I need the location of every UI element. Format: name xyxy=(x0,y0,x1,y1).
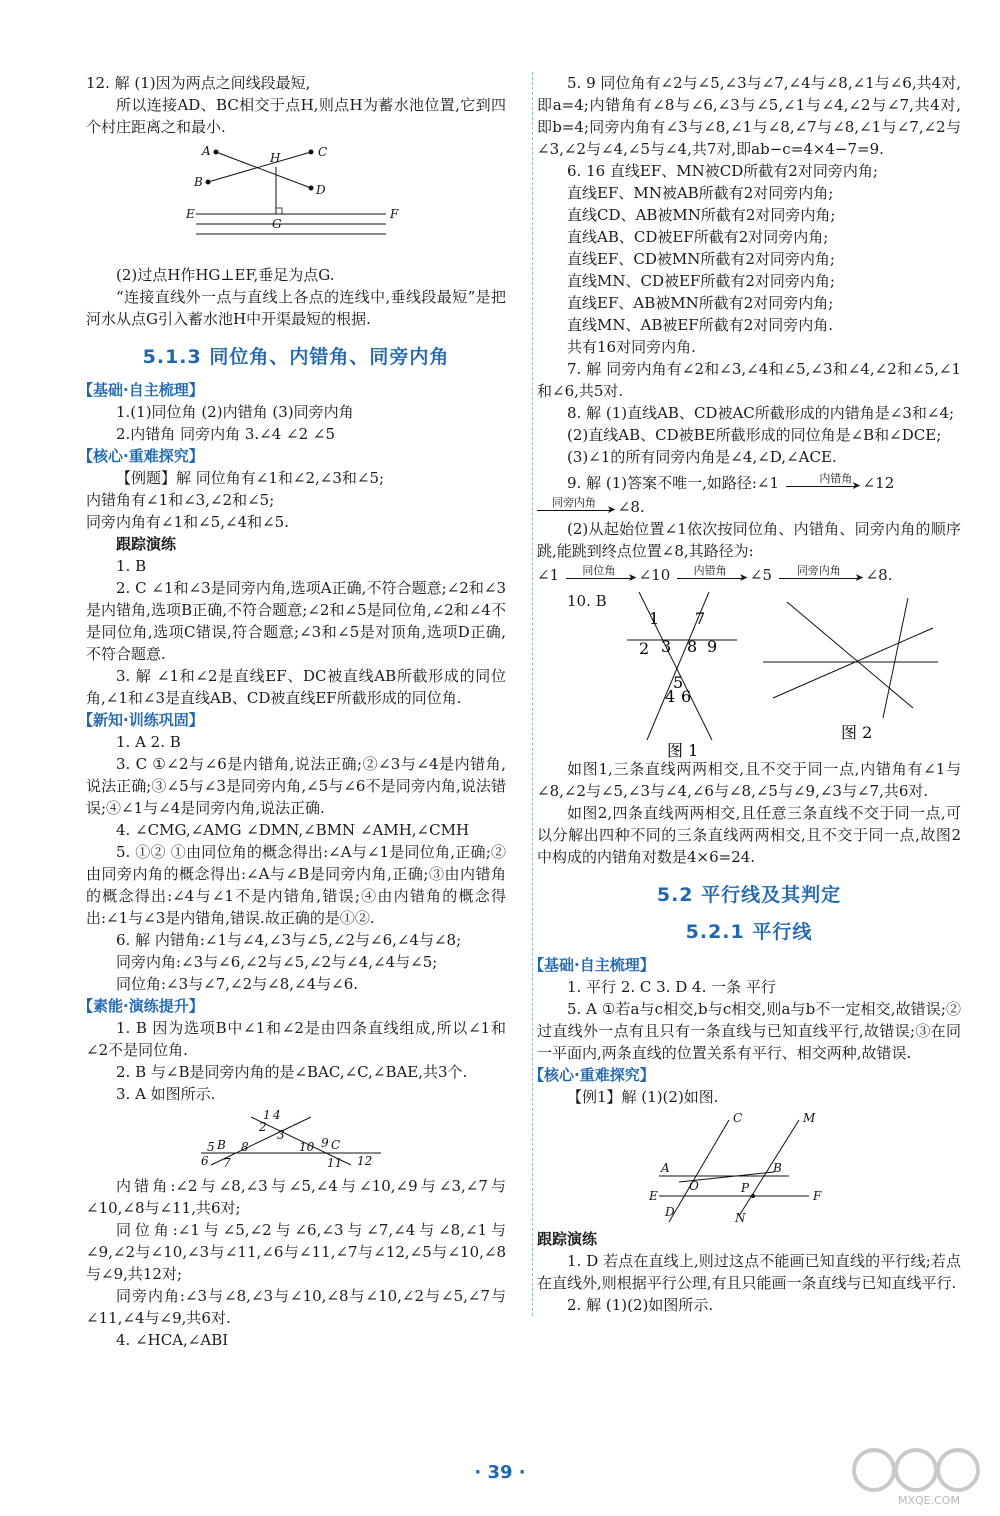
r-9d-a2: ∠10 xyxy=(638,566,671,584)
r-5: 5. 9 同位角有∠2与∠5,∠3与∠7,∠4与∠8,∠1与∠6,共4对,即a=4;内错角有∠8与∠6,∠3与∠5,∠1与∠4,∠2与∠7,共4对,即b=4;同旁内角有∠3与∠8,∠1与∠8,∠7与∠8,∠1与∠7,∠2与∠3,∠2与∠4,∠5与∠4,共7对,即ab−c=4×4−7=9. xyxy=(537,74,961,158)
example-2: 内错角有∠1和∠3,∠2和∠5; xyxy=(86,491,275,509)
page-number: · 39 · xyxy=(474,1462,526,1483)
angle-label-C: C xyxy=(331,1138,341,1152)
arrow-right-icon: ➤ xyxy=(606,503,616,516)
par-label-A: A xyxy=(661,1161,670,1175)
label-E: E xyxy=(186,207,195,221)
tri-label-8: 8 xyxy=(687,637,698,656)
angle-label-9: 9 xyxy=(321,1136,329,1150)
label-D: D xyxy=(316,183,326,197)
r-6-3: 直线AB、CD被EF所截有2对同旁内角; xyxy=(567,228,829,246)
r-9b-arrow xyxy=(537,496,616,516)
r-10: 10. B xyxy=(567,592,607,610)
tri-label-3: 3 xyxy=(661,637,672,656)
tag-basic: 【基础·自主梳理】 xyxy=(78,381,204,399)
q12-line2: 所以连接AD、BC相交于点H,则点H为蓄水池位置,它到四个村庄距离之和最小. xyxy=(86,96,506,136)
rb-5: 5. A ①若a与c相交,b与c相交,则a与b不一定相交,故错误;②过直线外一点有且只有一条直线与已知直线平行,故错误;③在同一平面内,两条直线的位置关系有平行、相交两种,故错误. xyxy=(537,1000,961,1062)
tag-core-2: 【核心·重难探究】 xyxy=(529,1066,655,1084)
skill-3b: 同位角:∠1与∠5,∠2与∠6,∠3与∠7,∠4与∠8,∠1与∠9,∠2与∠10,∠3与∠11,∠6与∠11,∠7与∠12,∠5与∠10,∠8与∠9,共12对; xyxy=(86,1221,506,1283)
tri-label-4: 4 xyxy=(665,687,676,706)
angle-label-2: 2 xyxy=(259,1120,267,1134)
par-label-E: E xyxy=(649,1189,658,1203)
angle-label-B: B xyxy=(217,1138,226,1152)
arrow-right-icon: ➤ xyxy=(854,571,864,584)
skill-4: 4. ∠HCA,∠ABI xyxy=(116,1331,229,1349)
r-6-8: 共有16对同旁内角. xyxy=(567,338,696,356)
r-9d-a1: ∠1 xyxy=(537,566,560,584)
r-9d-arrow3 xyxy=(779,564,864,584)
angle-label-11: 11 xyxy=(327,1156,343,1170)
arrow-right-icon: ➤ xyxy=(851,479,861,492)
section-title-513: 5.1.3 同位角、内错角、同旁内角 xyxy=(142,346,450,368)
new-6c: 同位角:∠3与∠7,∠2与∠8,∠4与∠6. xyxy=(116,975,359,993)
section-title-521: 5.2.1 平行线 xyxy=(685,921,813,943)
left-column xyxy=(78,72,506,1351)
r-6-0: 6. 16 直线EF、MN被CD所截有2对同旁内角; xyxy=(567,162,878,180)
r-6-6: 直线EF、AB被MN所截有2对同旁内角; xyxy=(567,294,834,312)
four-lines-figure xyxy=(763,598,943,748)
r-9b-post: ∠8. xyxy=(617,498,645,516)
tri-label-2: 2 xyxy=(639,639,650,658)
q12-line3: (2)过点H作HG⊥EF,垂足为点G. xyxy=(116,266,335,284)
r-6-4: 直线EF、CD被MN所截有2对同旁内角; xyxy=(567,250,835,268)
new-6a: 6. 解 内错角:∠1与∠4,∠3与∠5,∠2与∠6,∠4与∠8; xyxy=(116,931,462,949)
tri-caption: 图 1 xyxy=(667,741,699,758)
basic-1: 1.(1)同位角 (2)内错角 (3)同旁内角 xyxy=(116,403,354,421)
r-9a-arrow-label: 内错角 xyxy=(819,472,853,485)
r-9d-arrow2 xyxy=(677,564,749,584)
skill-1: 1. B 因为选项B中∠1和∠2是由四条直线组成,所以∠1和∠2不是同位角. xyxy=(86,1019,506,1059)
r-9d-l3: 同旁内角 xyxy=(796,564,841,577)
r-6-2: 直线CD、AB被MN所截有2对同旁内角; xyxy=(567,206,836,224)
section-title-52: 5.2 平行线及其判定 xyxy=(656,884,842,906)
r-10a: 如图1,三条直线两两相交,且不交于同一点,内错角有∠1与∠8,∠2与∠5,∠3与∠4,∠6与∠8,∠5与∠9,∠3与∠7,共6对. xyxy=(537,760,961,800)
follow-heading: 跟踪演练 xyxy=(116,535,177,553)
r-9c: (2)从起始位置∠1依次按同位角、内错角、同旁内角的顺序跳,能跳到终点位置∠8,其路径为: xyxy=(537,520,961,560)
skill-2: 2. B 与∠B是同旁内角的是∠BAC,∠C,∠BAE,共3个. xyxy=(116,1063,468,1081)
angle-label-8: 8 xyxy=(241,1140,249,1154)
new-5: 5. ①② ①由同位角的概念得出:∠A与∠1是同位角,正确;②由同旁内角的概念得出:∠A与∠B是同旁内角,正确;③由内错角的概念得出:∠4与∠1不是内错角,错误;④由内错角的概念得出:∠1与∠3是内错角,错误.故正确的是①②. xyxy=(86,843,506,927)
new-4: 4. ∠CMG,∠AMG ∠DMN,∠BMN ∠AMH,∠CMH xyxy=(116,821,470,839)
tri-label-5: 5 xyxy=(673,673,684,692)
r-6-1: 直线EF、MN被AB所截有2对同旁内角; xyxy=(567,184,834,202)
new-3: 3. C ①∠2与∠6是内错角,说法正确;②∠3与∠4是内错角,说法正确;③∠5与∠3是同旁内角,∠5与∠6不是同旁内角,说法错误;④∠1与∠4是同旁内角,说法正确. xyxy=(86,755,506,817)
tag-basic-2: 【基础·自主梳理】 xyxy=(529,956,655,974)
r-6-5: 直线MN、CD被EF所截有2对同旁内角; xyxy=(567,272,835,290)
par-label-C: C xyxy=(733,1112,743,1125)
label-A: A xyxy=(202,144,211,158)
example-1: 【例题】解 同位角有∠1和∠2,∠3和∠5; xyxy=(116,469,385,487)
new-6b: 同旁内角:∠3与∠6,∠2与∠5,∠2与∠4,∠4与∠5; xyxy=(116,953,438,971)
r-9d-l2: 内错角 xyxy=(693,564,727,577)
par-label-N: N xyxy=(735,1211,746,1224)
tri-label-6: 6 xyxy=(681,687,692,706)
label-C: C xyxy=(318,145,328,159)
example-3: 同旁内角有∠1和∠5,∠4和∠5. xyxy=(86,513,289,531)
q12-line4: “连接直线外一点与直线上各点的连线中,垂线段最短”是把河水从点G引入蓄水池H中开渠最短的根据. xyxy=(86,288,506,328)
basic-2: 2.内错角 同旁内角 3.∠4 ∠2 ∠5 xyxy=(116,425,336,443)
tag-skill: 【素能·演练提升】 xyxy=(78,997,204,1015)
village-figure xyxy=(186,142,406,260)
q10-figures xyxy=(537,590,961,758)
follow-3: 3. 解 ∠1和∠2是直线EF、DC被直线AB所截形成的同位角,∠1和∠3是直线AB、CD被直线EF所截形成的同位角. xyxy=(86,667,506,707)
angle-label-6: 6 xyxy=(201,1154,209,1168)
r-6-7: 直线MN、AB被EF所截有2对同旁内角. xyxy=(567,316,834,334)
skill-3: 3. A 如图所示. xyxy=(116,1085,216,1103)
new-1: 1. A 2. B xyxy=(116,733,181,751)
r-9d xyxy=(537,564,961,586)
angle-label-10: 10 xyxy=(299,1140,315,1154)
follow-1: 1. B xyxy=(116,557,147,575)
r-9a xyxy=(537,472,961,494)
skill-3a: 内错角:∠2与∠8,∠3与∠5,∠4与∠10,∠9与∠3,∠7与∠10,∠8与∠11,共6对; xyxy=(86,1177,506,1217)
r-9d-a3: ∠5 xyxy=(749,566,773,584)
label-B: B xyxy=(194,175,203,189)
r-9d-arrow1 xyxy=(566,564,637,584)
watermark-text: MXQE.COM xyxy=(898,1494,960,1507)
r-example-1: 【例1】解 (1)(2)如图. xyxy=(567,1088,719,1106)
follow-2: 2. C ∠1和∠3是同旁内角,选项A正确,不符合题意;∠2和∠3是内错角,选项B正确,不符合题意;∠2和∠5是同位角,∠2和∠4不是同位角,选项C错误,符合题意;∠3和∠5是对顶角,选项D正确,不符合题意. xyxy=(86,579,506,663)
tri-label-1: 1 xyxy=(649,609,660,628)
tri-label-7: 7 xyxy=(695,609,706,628)
r-8c: (3)∠1的所有同旁内角是∠4,∠D,∠ACE. xyxy=(567,448,837,466)
angle-label-7: 7 xyxy=(223,1156,231,1170)
angle-label-1: 1 xyxy=(263,1109,271,1122)
rb-1: 1. 平行 2. C 3. D 4. 一条 平行 xyxy=(567,978,776,996)
par-label-B: B xyxy=(773,1161,782,1175)
par-label-M: M xyxy=(803,1112,816,1125)
r-9b-arrow-label: 同旁内角 xyxy=(552,496,596,509)
triangle-figure xyxy=(617,590,747,758)
arrow-right-icon: ➤ xyxy=(738,571,749,584)
q12-line1: 12. 解 (1)因为两点之间线段最短, xyxy=(86,74,311,92)
r-9a-pre: 9. 解 (1)答案不唯一,如路径:∠1 xyxy=(567,474,780,492)
label-F: F xyxy=(390,207,399,221)
angle-label-5: 5 xyxy=(207,1140,215,1154)
label-H: H xyxy=(270,151,281,165)
par-label-O: O xyxy=(689,1179,699,1193)
tri-label-9: 9 xyxy=(707,637,718,656)
r-10b: 如图2,四条直线两两相交,且任意三条直线不交于同一点,可以分解出四种不同的三条直线两两相交,且不交于同一点,故图2中构成的内错角对数是4×6=24. xyxy=(537,804,961,866)
r-8a: 8. 解 (1)直线AB、CD被AC所截形成的内错角是∠3和∠4; xyxy=(567,404,955,422)
angle-label-12: 12 xyxy=(357,1154,373,1168)
r-8b: (2)直线AB、CD被BE所截形成的同位角是∠B和∠DCE; xyxy=(567,426,942,444)
rf-1: 1. D 若点在直线上,则过这点不能画已知直线的平行线;若点在直线外,则根据平行公理,有且只能画一条直线与已知直线平行. xyxy=(537,1252,961,1292)
par-label-D: D xyxy=(665,1205,675,1219)
r-7: 7. 解 同旁内角有∠2和∠3,∠4和∠5,∠3和∠4,∠2和∠5,∠1和∠6,共5对. xyxy=(537,360,961,400)
par-label-P: P xyxy=(741,1181,750,1195)
angle-label-3: 3 xyxy=(277,1128,285,1142)
right-column xyxy=(529,72,961,1316)
follow-heading-2: 跟踪演练 xyxy=(537,1230,598,1248)
parallel-figure xyxy=(649,1112,849,1224)
tag-core: 【核心·重难探究】 xyxy=(78,447,204,465)
r-9d-l1: 同位角 xyxy=(582,564,616,577)
r-9b xyxy=(537,496,961,518)
r-9a-post: ∠12 xyxy=(862,474,895,492)
par-label-F: F xyxy=(813,1189,822,1203)
r-9d-a4: ∠8. xyxy=(865,566,893,584)
skill-3c: 同旁内角:∠3与∠8,∠3与∠10,∠8与∠10,∠2与∠5,∠7与∠11,∠4与∠9,共6对. xyxy=(86,1287,506,1327)
angle-label-4: 4 xyxy=(273,1109,281,1122)
arrow-right-icon: ➤ xyxy=(627,571,637,584)
label-G: G xyxy=(272,217,282,231)
rf-2: 2. 解 (1)(2)如图所示. xyxy=(567,1296,714,1314)
tag-new: 【新知·训练巩固】 xyxy=(78,711,204,729)
r-9a-arrow xyxy=(786,472,861,492)
four-caption: 图 2 xyxy=(841,723,873,742)
angles-figure xyxy=(201,1109,391,1171)
